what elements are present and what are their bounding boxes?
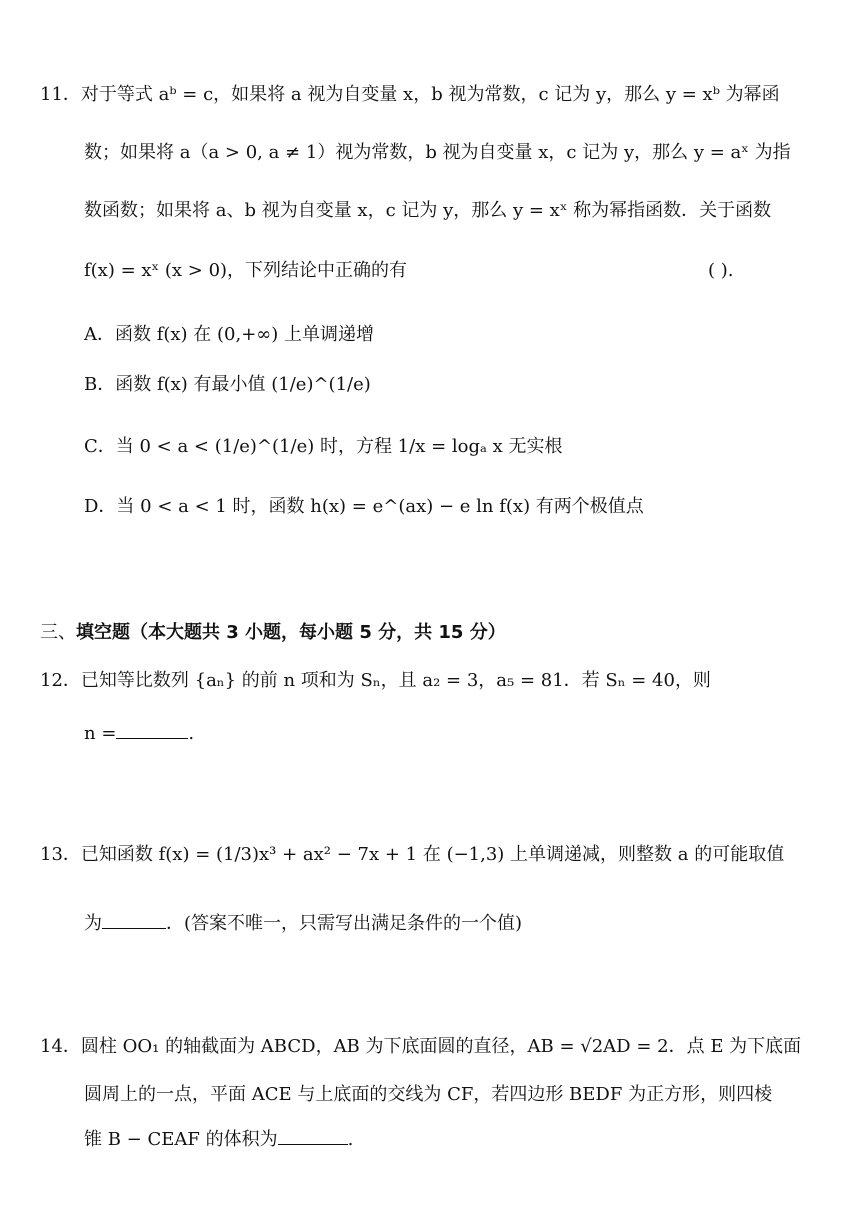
q13-line-2 <box>84 910 522 937</box>
q12-line-2 <box>84 720 194 747</box>
q14-suffix: . <box>347 1129 354 1150</box>
q13-answer-blank[interactable] <box>102 910 166 929</box>
q11-option-a: A．函数 f(x) 在 (0,+∞) 上单调递增 <box>84 324 375 345</box>
q12-prefix: n = <box>84 723 117 744</box>
q14-line-3 <box>84 1126 353 1153</box>
q13-suffix: ．(答案不唯一，只需写出满足条件的一个值) <box>166 913 523 934</box>
q11-line-3: 数函数；如果将 a、b 视为自变量 x，c 记为 y，那么 y = xˣ 称为幂指函数．关于函数 <box>84 200 772 221</box>
q11-option-d: D．当 0 < a < 1 时，函数 h(x) = e^(ax) − e ln f(x) 有两个极值点 <box>84 496 644 517</box>
q11-option-b: B．函数 f(x) 有最小值 (1/e)^(1/e) <box>84 374 371 395</box>
q11-option-c: C．当 0 < a < (1/e)^(1/e) 时，方程 1/x = logₐ x 无实根 <box>84 436 563 457</box>
q11-line-1: 11．对于等式 aᵇ = c，如果将 a 视为自变量 x，b 视为常数，c 记为 y，那么 y = xᵇ 为幂函 <box>40 84 780 105</box>
q11-line-2: 数；如果将 a（a > 0, a ≠ 1）视为常数，b 视为自变量 x，c 记为 y，那么 y = aˣ 为指 <box>84 142 791 163</box>
q14-line-2: 圆周上的一点，平面 ACE 与上底面的交线为 CF，若四边形 BEDF 为正方形，则四棱 <box>84 1084 773 1105</box>
q12-answer-blank[interactable] <box>116 720 188 739</box>
section-title: 填空题（本大题共 3 小题，每小题 5 分，共 15 分） <box>76 622 506 643</box>
q11-line-4: f(x) = xˣ (x > 0)，下列结论中正确的有 <box>84 260 408 281</box>
q13-prefix: 为 <box>84 913 102 934</box>
q12-line-1: 12．已知等比数列 {aₙ} 的前 n 项和为 Sₙ，且 a₂ = 3，a₅ = 81．若 Sₙ = 40，则 <box>40 670 711 691</box>
q13-line-1: 13．已知函数 f(x) = (1/3)x³ + ax² − 7x + 1 在 (−1,3) 上单调递减，则整数 a 的可能取值 <box>40 844 785 865</box>
section-heading <box>40 620 506 646</box>
q12-suffix: . <box>188 723 195 744</box>
q14-prefix: 锥 B − CEAF 的体积为 <box>84 1129 278 1150</box>
section-number: 三、 <box>40 622 76 643</box>
q14-answer-blank[interactable] <box>278 1126 348 1145</box>
q14-line-1: 14．圆柱 OO₁ 的轴截面为 ABCD，AB 为下底面圆的直径，AB = √2AD = 2．点 E 为下底面 <box>40 1036 802 1057</box>
q11-answer-paren: ( ). <box>708 260 734 281</box>
